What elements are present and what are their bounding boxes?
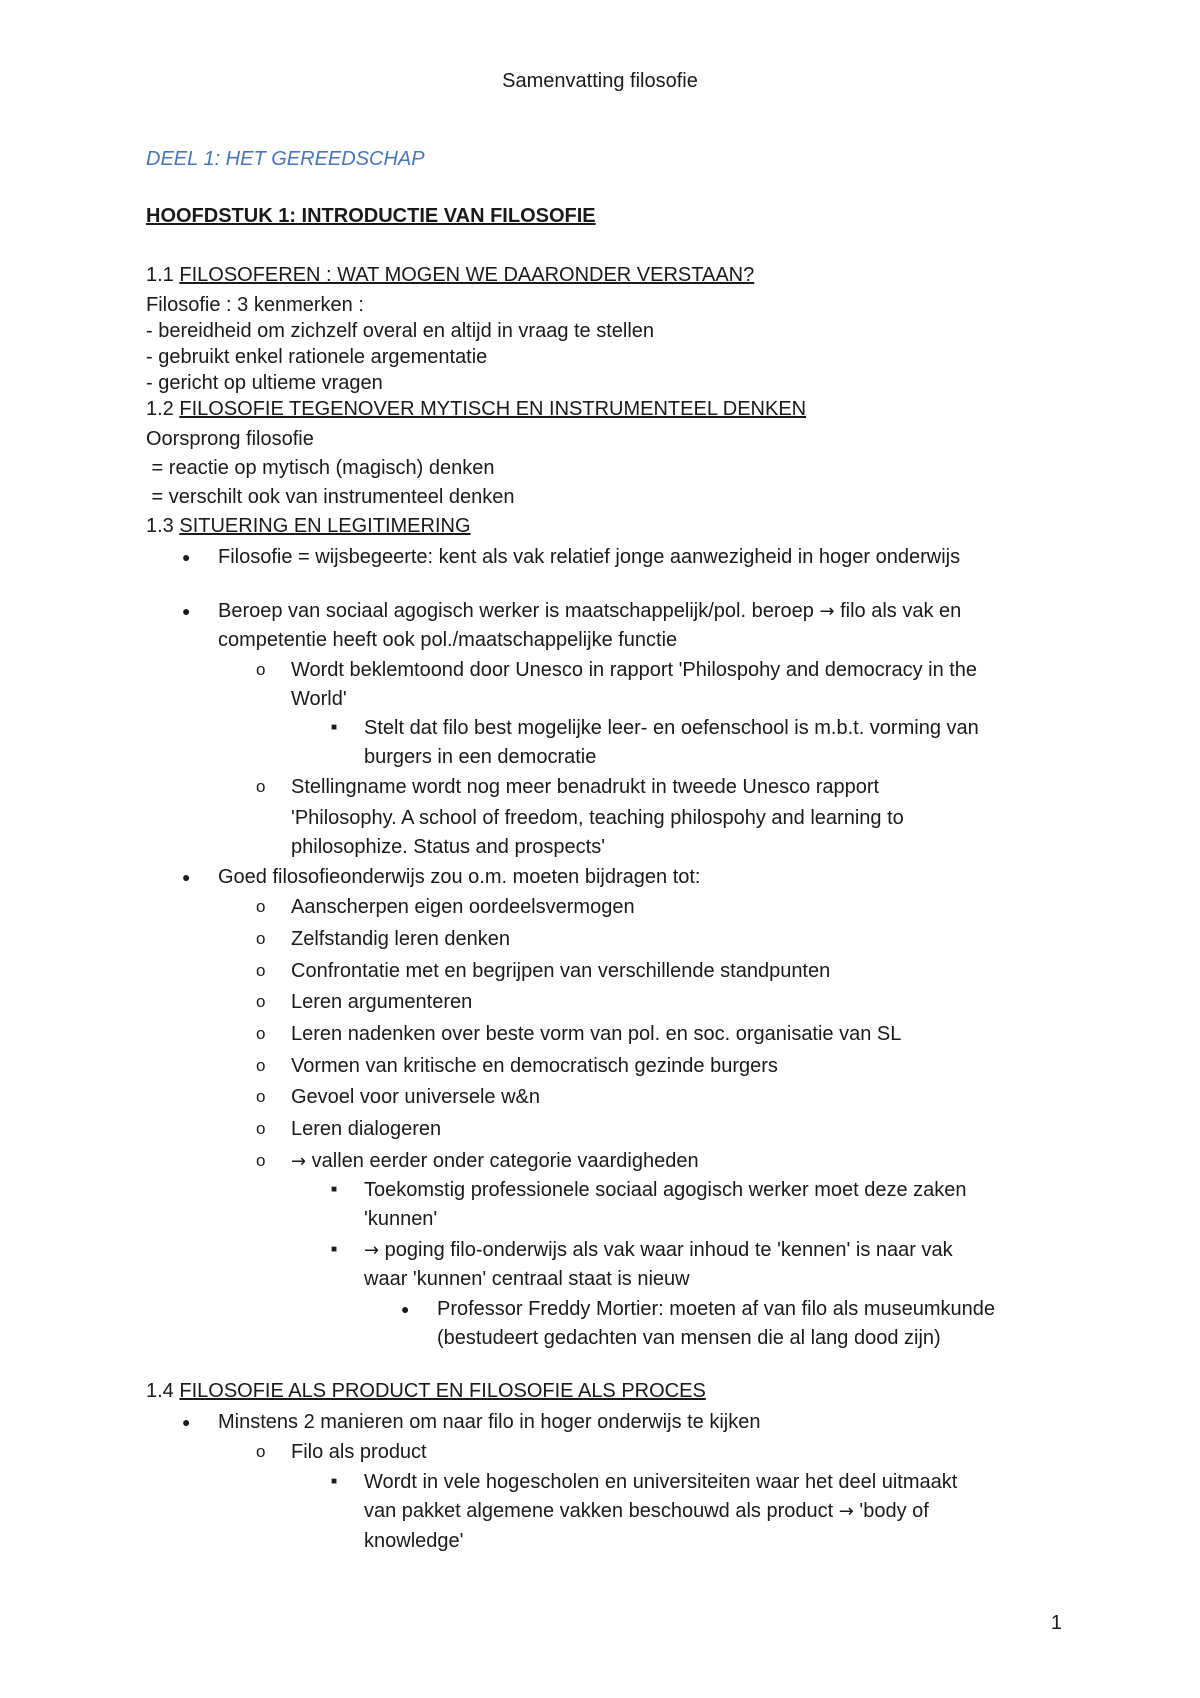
text-line: Oorsprong filosofie bbox=[146, 428, 314, 450]
bullet-disc: ● bbox=[182, 1414, 191, 1430]
list-item: Toekomstig professionele sociaal agogisch werker moet deze zaken bbox=[364, 1179, 967, 1201]
section-heading-1-2 bbox=[146, 396, 806, 422]
list-item-continuation: burgers in een democratie bbox=[364, 746, 597, 768]
bullet-circle: o bbox=[256, 1087, 266, 1106]
section-number: 1.2 bbox=[146, 398, 180, 420]
bullet-circle: o bbox=[256, 1056, 266, 1075]
text-line: = verschilt ook van instrumenteel denken bbox=[146, 486, 515, 508]
text-line: - gericht op ultieme vragen bbox=[146, 372, 383, 394]
bullet-disc: ● bbox=[182, 869, 191, 885]
list-item bbox=[291, 1148, 699, 1175]
arrow-icon: → bbox=[291, 1151, 307, 1172]
section-number: 1.3 bbox=[146, 515, 180, 537]
bullet-square: ■ bbox=[331, 1184, 338, 1195]
section-heading-1-4 bbox=[146, 1378, 706, 1404]
text-line: Filosofie : 3 kenmerken : bbox=[146, 294, 364, 316]
bullet-circle: o bbox=[256, 992, 266, 1011]
list-item: Aanscherpen eigen oordeelsvermogen bbox=[291, 896, 635, 918]
list-item: Vormen van kritische en democratisch gezinde burgers bbox=[291, 1055, 778, 1077]
bullet-disc: ● bbox=[182, 603, 191, 619]
list-item-text: van pakket algemene vakken beschouwd als product bbox=[364, 1500, 839, 1522]
section-title: SITUERING EN LEGITIMERING bbox=[179, 515, 471, 537]
list-item-continuation: 'Philosophy. A school of freedom, teaching philospohy and learning to bbox=[291, 807, 904, 829]
bullet-square: ■ bbox=[331, 722, 338, 733]
list-item: Professor Freddy Mortier: moeten af van filo als museumkunde bbox=[437, 1298, 996, 1320]
list-item-continuation bbox=[364, 1498, 929, 1525]
list-item: Stelt dat filo best mogelijke leer- en oefenschool is m.b.t. vorming van bbox=[364, 717, 979, 739]
list-item-continuation: philosophize. Status and prospects' bbox=[291, 836, 606, 858]
list-item: Leren dialogeren bbox=[291, 1118, 442, 1140]
bullet-circle: o bbox=[256, 1442, 266, 1461]
chapter-title: HOOFDSTUK 1: INTRODUCTIE VAN FILOSOFIE bbox=[146, 205, 596, 227]
section-title: FILOSOFIE TEGENOVER MYTISCH EN INSTRUMENTEEL DENKEN bbox=[179, 398, 807, 420]
bullet-circle: o bbox=[256, 961, 266, 980]
page-number: 1 bbox=[1050, 1612, 1062, 1634]
list-item: Gevoel voor universele w&n bbox=[291, 1086, 541, 1108]
bullet-circle: o bbox=[256, 1151, 266, 1170]
list-item bbox=[364, 1237, 953, 1264]
bullet-circle: o bbox=[256, 897, 266, 916]
list-item-text: vallen eerder onder categorie vaardigheden bbox=[306, 1150, 699, 1172]
section-number: 1.4 bbox=[146, 1380, 180, 1402]
list-item-continuation: (bestudeert gedachten van mensen die al lang dood zijn) bbox=[437, 1327, 941, 1349]
list-item: Filo als product bbox=[291, 1441, 427, 1463]
bullet-disc: ● bbox=[182, 549, 191, 565]
section-title: FILOSOFIE ALS PRODUCT EN FILOSOFIE ALS PROCES bbox=[179, 1380, 706, 1402]
list-item-continuation: knowledge' bbox=[364, 1530, 464, 1552]
list-item-continuation: waar 'kunnen' centraal staat is nieuw bbox=[364, 1268, 690, 1290]
text-line: = reactie op mytisch (magisch) denken bbox=[146, 457, 495, 479]
section-title: FILOSOFEREN : WAT MOGEN WE DAARONDER VERSTAAN? bbox=[179, 264, 755, 286]
list-item-text: Beroep van sociaal agogisch werker is maatschappelijk/pol. beroep bbox=[218, 600, 820, 622]
list-item: Leren argumenteren bbox=[291, 991, 473, 1013]
list-item bbox=[218, 598, 961, 625]
bullet-circle: o bbox=[256, 660, 266, 679]
bullet-square: ■ bbox=[331, 1244, 338, 1255]
list-item: Confrontatie met en begrijpen van verschillende standpunten bbox=[291, 960, 831, 982]
list-item: Zelfstandig leren denken bbox=[291, 928, 511, 950]
arrow-icon: → bbox=[364, 1240, 380, 1261]
arrow-icon: → bbox=[819, 601, 835, 622]
list-item: Goed filosofieonderwijs zou o.m. moeten bijdragen tot: bbox=[218, 866, 701, 888]
list-item: Stellingname wordt nog meer benadrukt in tweede Unesco rapport bbox=[291, 776, 880, 798]
list-item-continuation: competentie heeft ook pol./maatschappelijke functie bbox=[218, 629, 678, 651]
bullet-square: ■ bbox=[331, 1476, 338, 1487]
section-number: 1.1 bbox=[146, 264, 180, 286]
bullet-disc: ● bbox=[401, 1301, 410, 1317]
bullet-circle: o bbox=[256, 929, 266, 948]
bullet-circle: o bbox=[256, 1119, 266, 1138]
text-line: - gebruikt enkel rationele argementatie bbox=[146, 346, 488, 368]
section-heading-1-3 bbox=[146, 513, 471, 539]
list-item-text: filo als vak en bbox=[834, 600, 962, 622]
page-header: Samenvatting filosofie bbox=[502, 70, 698, 92]
list-item-text: poging filo-onderwijs als vak waar inhoud te 'kennen' is naar vak bbox=[379, 1239, 953, 1261]
bullet-circle: o bbox=[256, 777, 266, 796]
text-line: - bereidheid om zichzelf overal en altijd in vraag te stellen bbox=[146, 320, 655, 342]
list-item-text: 'body of bbox=[853, 1500, 929, 1522]
list-item: Minstens 2 manieren om naar filo in hoger onderwijs te kijken bbox=[218, 1411, 761, 1433]
part-title: DEEL 1: HET GEREEDSCHAP bbox=[146, 148, 425, 170]
bullet-circle: o bbox=[256, 1024, 266, 1043]
arrow-icon: → bbox=[838, 1501, 854, 1522]
list-item: Filosofie = wijsbegeerte: kent als vak relatief jonge aanwezigheid in hoger onderwijs bbox=[218, 546, 961, 568]
list-item: Wordt in vele hogescholen en universiteiten waar het deel uitmaakt bbox=[364, 1471, 958, 1493]
list-item: Leren nadenken over beste vorm van pol. en soc. organisatie van SL bbox=[291, 1023, 902, 1045]
list-item-continuation: 'kunnen' bbox=[364, 1208, 438, 1230]
list-item: Wordt beklemtoond door Unesco in rapport 'Philospohy and democracy in the bbox=[291, 659, 978, 681]
list-item-continuation: World' bbox=[291, 688, 347, 710]
section-heading-1-1 bbox=[146, 262, 754, 288]
